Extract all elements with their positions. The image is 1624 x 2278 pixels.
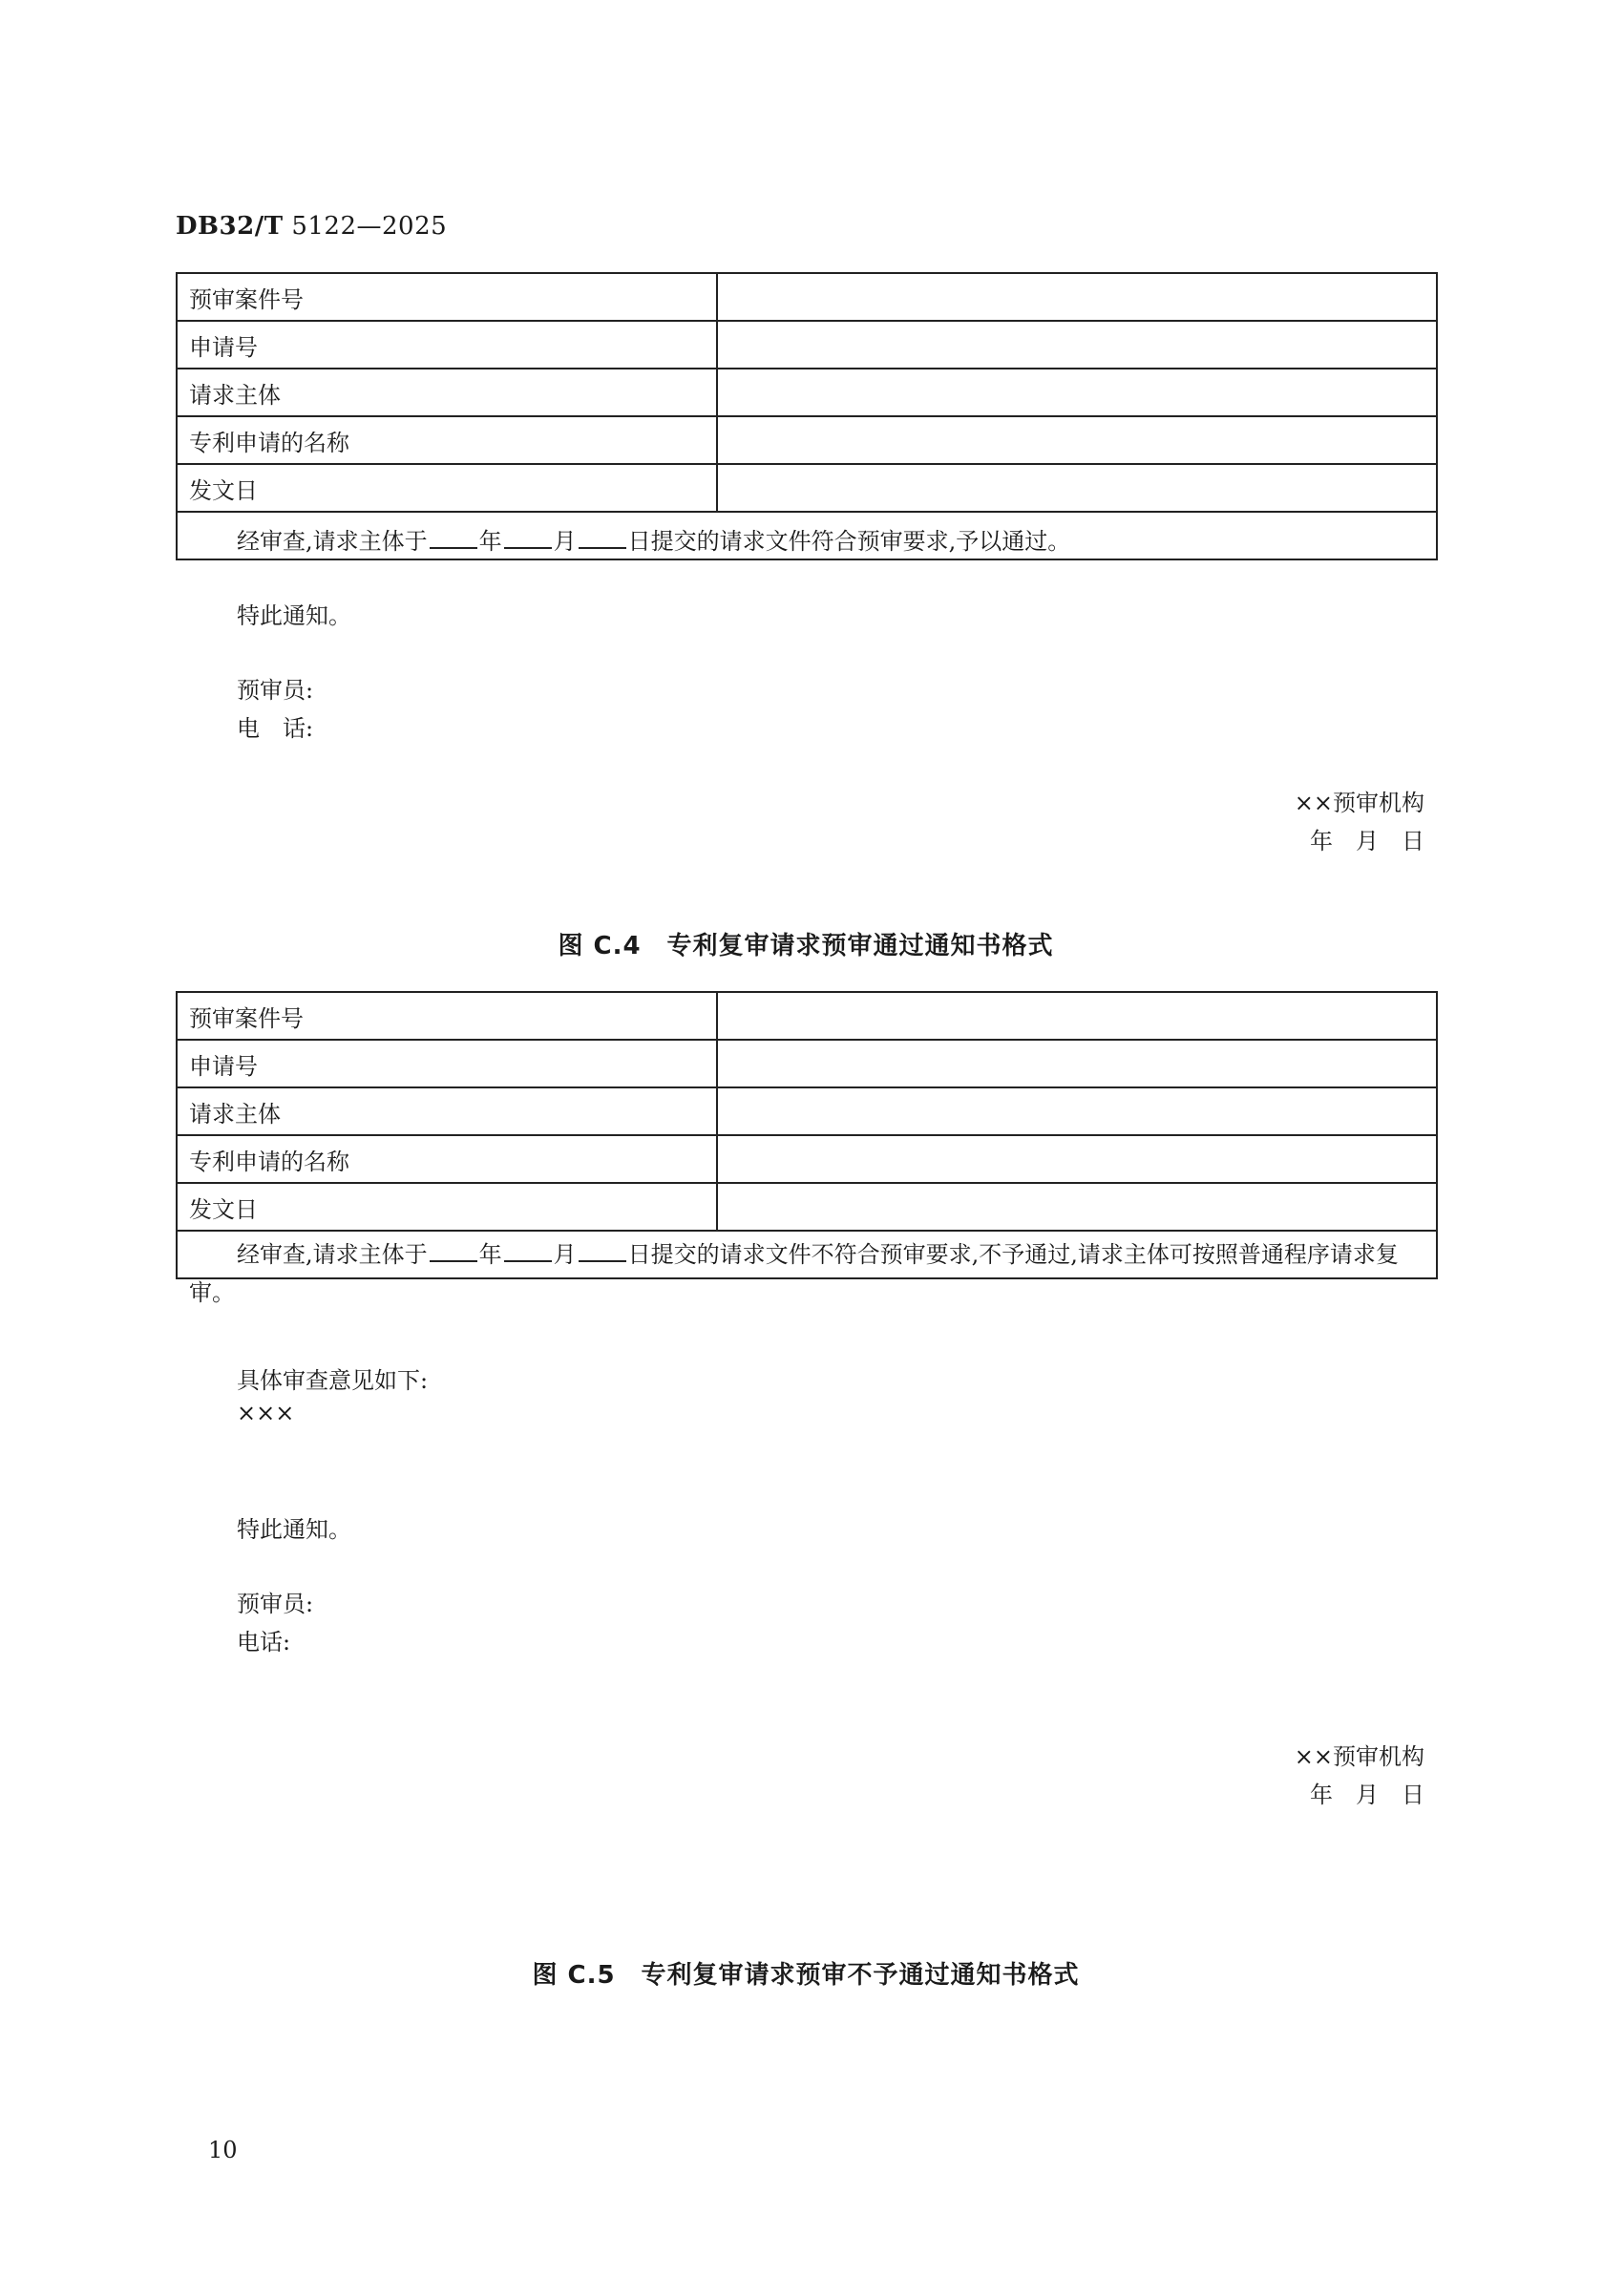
field-label-patent-name: 专利申请的名称 — [177, 1135, 717, 1183]
review-statement — [189, 1235, 1417, 1312]
phone-label: 电 话: — [237, 715, 314, 742]
year-label: 年 — [478, 528, 502, 555]
field-value-requester — [717, 369, 1437, 416]
notice-body — [177, 512, 1437, 854]
field-value-requester — [717, 1087, 1437, 1135]
opinion-value: ××× — [237, 1400, 295, 1426]
date-line: 年 月 日 — [1310, 1782, 1424, 1808]
table-row — [177, 369, 1437, 416]
field-label-application-number: 申请号 — [177, 1040, 717, 1087]
date-line: 年 月 日 — [1310, 828, 1424, 854]
field-value-case-number — [717, 273, 1437, 321]
field-value-patent-name — [717, 416, 1437, 464]
blank-line — [430, 526, 477, 549]
field-label-patent-name: 专利申请的名称 — [177, 416, 717, 464]
field-value-application-number — [717, 1040, 1437, 1087]
table-row — [177, 321, 1437, 369]
table-row — [177, 416, 1437, 464]
field-label-case-number: 预审案件号 — [177, 273, 717, 321]
review-statement — [237, 522, 1070, 556]
table-row — [177, 512, 1437, 559]
field-label-case-number: 预审案件号 — [177, 992, 717, 1040]
field-value-case-number — [717, 992, 1437, 1040]
organization-name: ××预审机构 — [1294, 1743, 1424, 1770]
approval-notice-form — [176, 272, 1438, 854]
examiner-label: 预审员: — [237, 1591, 314, 1617]
blank-line — [430, 1239, 477, 1262]
document-code — [176, 212, 447, 241]
examiner-label: 预审员: — [237, 677, 314, 704]
field-label-issue-date: 发文日 — [177, 464, 717, 512]
table-row — [177, 464, 1437, 512]
statement-part: 经审查,请求主体于 — [237, 1241, 428, 1268]
statement-part: 日提交的请求文件不符合预审要求,不予通过,请求主体可按照普通程序请求复审。 — [189, 1241, 1399, 1306]
table-row — [177, 273, 1437, 321]
month-label: 月 — [553, 1241, 577, 1268]
table-row — [177, 1087, 1437, 1135]
figure-caption-c5: 图 C.5 专利复审请求预审不予通过通知书格式 — [532, 1961, 1080, 1990]
field-label-application-number: 申请号 — [177, 321, 717, 369]
field-label-requester: 请求主体 — [177, 369, 717, 416]
month-label: 月 — [553, 528, 577, 555]
blank-line — [504, 1239, 552, 1262]
notice-body — [177, 1231, 1437, 1808]
statement-part: 日提交的请求文件符合预审要求,予以通过。 — [627, 528, 1071, 555]
opinion-label: 具体审查意见如下: — [237, 1367, 429, 1394]
blank-line — [579, 526, 626, 549]
document-code-number: 5122—2025 — [291, 212, 448, 241]
phone-label: 电话: — [237, 1629, 291, 1656]
figure-caption-c4: 图 C.4 专利复审请求预审通过通知书格式 — [558, 932, 1054, 960]
field-value-issue-date — [717, 1183, 1437, 1231]
table-row — [177, 1135, 1437, 1183]
table-row — [177, 1040, 1437, 1087]
table-row — [177, 1183, 1437, 1231]
year-label: 年 — [478, 1241, 502, 1268]
table-row — [177, 992, 1437, 1040]
notice-text: 特此通知。 — [237, 602, 351, 629]
field-label-requester: 请求主体 — [177, 1087, 717, 1135]
page-number: 10 — [208, 2137, 238, 2163]
organization-name: ××预审机构 — [1294, 790, 1424, 816]
notice-text: 特此通知。 — [237, 1516, 351, 1543]
rejection-notice-form — [176, 991, 1438, 1808]
table-row — [177, 1231, 1437, 1278]
blank-line — [504, 526, 552, 549]
statement-part: 经审查,请求主体于 — [237, 528, 428, 555]
field-label-issue-date: 发文日 — [177, 1183, 717, 1231]
document-code-prefix: DB32/T — [176, 212, 284, 241]
field-value-issue-date — [717, 464, 1437, 512]
field-value-patent-name — [717, 1135, 1437, 1183]
blank-line — [579, 1239, 626, 1262]
field-value-application-number — [717, 321, 1437, 369]
